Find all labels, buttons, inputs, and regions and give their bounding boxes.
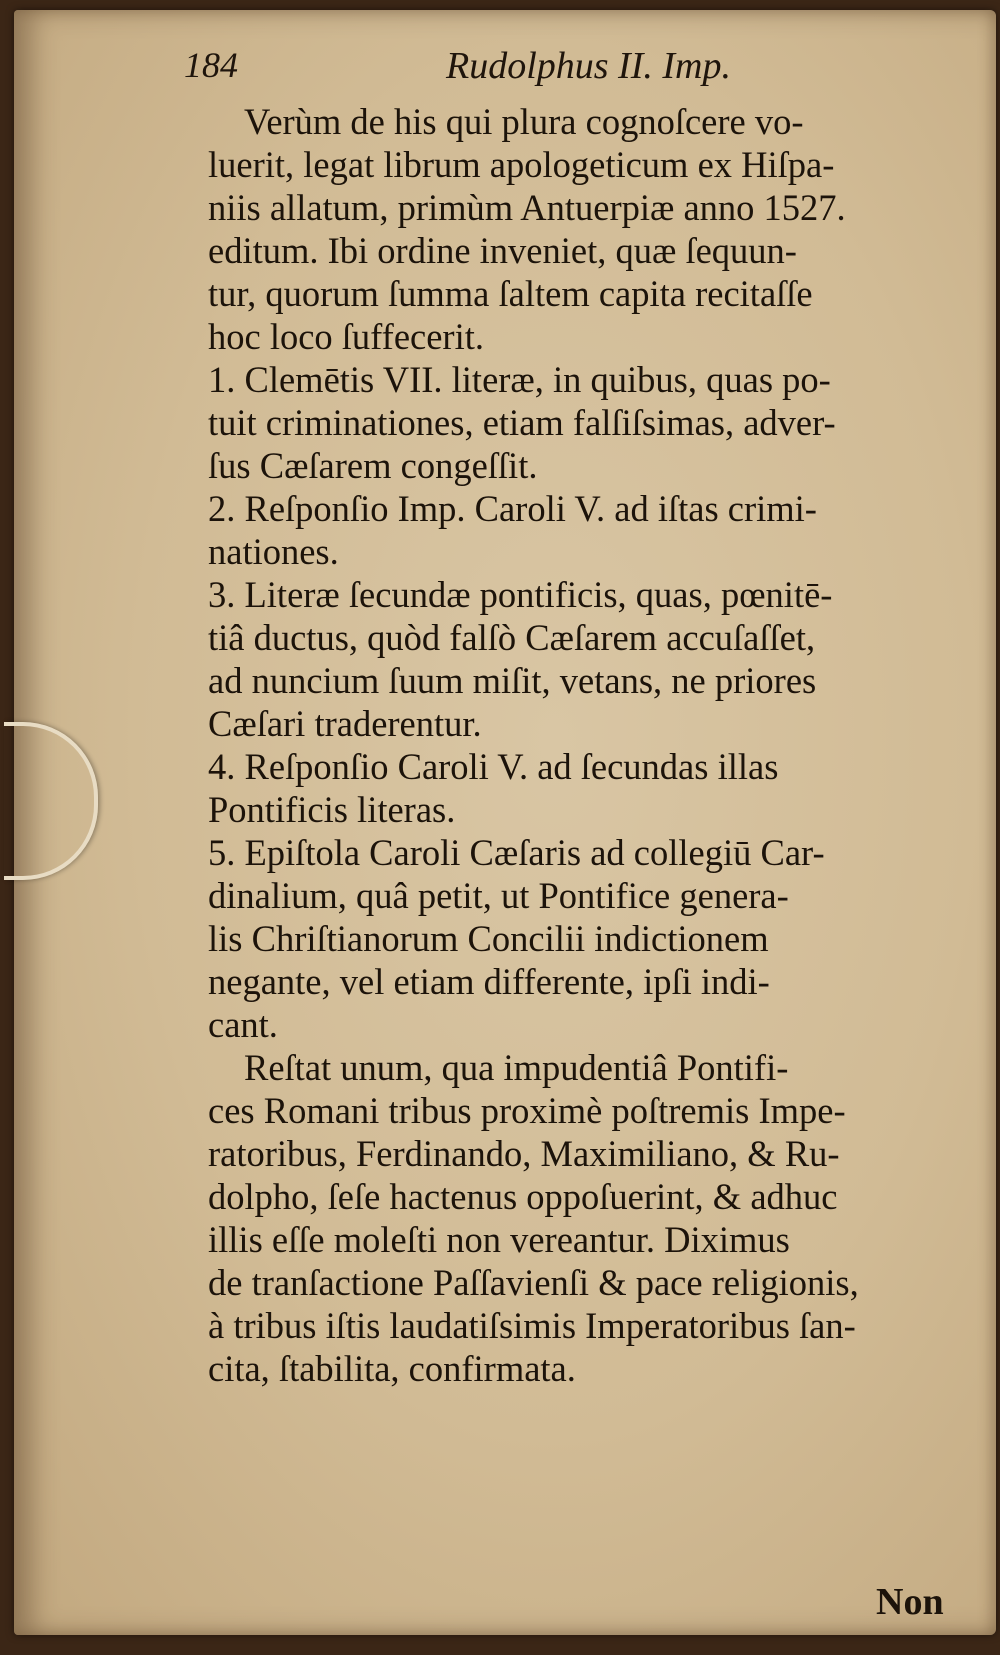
page-tab-marker bbox=[4, 722, 98, 880]
running-head bbox=[184, 44, 784, 94]
text-line: dinalium, quâ petit, ut Pontifice genera- bbox=[208, 875, 789, 916]
text-line: illis eſſe moleſti non vereantur. Diximus bbox=[208, 1219, 790, 1260]
text-line: 5. Epiſtola Caroli Cæſaris ad collegiū Car- bbox=[208, 832, 825, 873]
text-line: ratoribus, Ferdinando, Maximiliano, & Ru- bbox=[208, 1133, 840, 1174]
text-line: lis Chriſtianorum Concilii indictionem bbox=[208, 918, 769, 959]
text-line: Verùm de his qui plura cognoſcere vo- bbox=[244, 101, 804, 142]
text-line: 1. Clemētis VII. literæ, in quibus, quas po- bbox=[208, 359, 831, 400]
body-text bbox=[208, 100, 968, 1390]
text-line: 3. Literæ ſecundæ pontificis, quas, pœnitē- bbox=[208, 574, 833, 615]
text-line: ces Romani tribus proximè poſtremis Impe- bbox=[208, 1090, 846, 1131]
text-line: cant. bbox=[208, 1004, 278, 1045]
running-title: Rudolphus II. Imp. bbox=[446, 45, 731, 87]
text-line: Reſtat unum, qua impudentiâ Pontifi- bbox=[244, 1047, 789, 1088]
text-line: 2. Reſponſio Imp. Caroli V. ad iſtas crimi- bbox=[208, 488, 817, 529]
text-line: niis allatum, primùm Antuerpiæ anno 1527. bbox=[208, 187, 846, 228]
text-line: 4. Reſponſio Caroli V. ad ſecundas illas bbox=[208, 746, 779, 787]
text-line: Pontificis literas. bbox=[208, 789, 456, 830]
text-line: negante, vel etiam differente, ipſi indi- bbox=[208, 961, 770, 1002]
text-line: luerit, legat librum apologeticum ex Hiſpa- bbox=[208, 144, 835, 185]
text-line: dolpho, ſeſe hactenus oppoſuerint, & adhuc bbox=[208, 1176, 838, 1217]
text-line: hoc loco ſuffecerit. bbox=[208, 316, 484, 357]
text-line: à tribus iſtis laudatiſsimis Imperatoribus ſan- bbox=[208, 1305, 856, 1346]
text-line: tur, quorum ſumma ſaltem capita recitaſſe bbox=[208, 273, 813, 314]
text-line: ad nuncium ſuum miſit, vetans, ne priores bbox=[208, 660, 817, 701]
text-line: tiâ ductus, quòd falſò Cæſarem accuſaſſet, bbox=[208, 617, 816, 658]
catchword: Non bbox=[876, 1581, 944, 1623]
text-line: cita, ſtabilita, confirmata. bbox=[208, 1348, 576, 1389]
text-line: Cæſari traderentur. bbox=[208, 703, 482, 744]
text-line: nationes. bbox=[208, 531, 339, 572]
text-line: tuit criminationes, etiam falſiſsimas, adver- bbox=[208, 402, 836, 443]
page-number: 184 bbox=[184, 45, 238, 85]
text-line: ſus Cæſarem congeſſit. bbox=[208, 445, 538, 486]
text-line: editum. Ibi ordine inveniet, quæ ſequun- bbox=[208, 230, 797, 271]
text-line: de tranſactione Paſſavienſi & pace religionis, bbox=[208, 1262, 859, 1303]
